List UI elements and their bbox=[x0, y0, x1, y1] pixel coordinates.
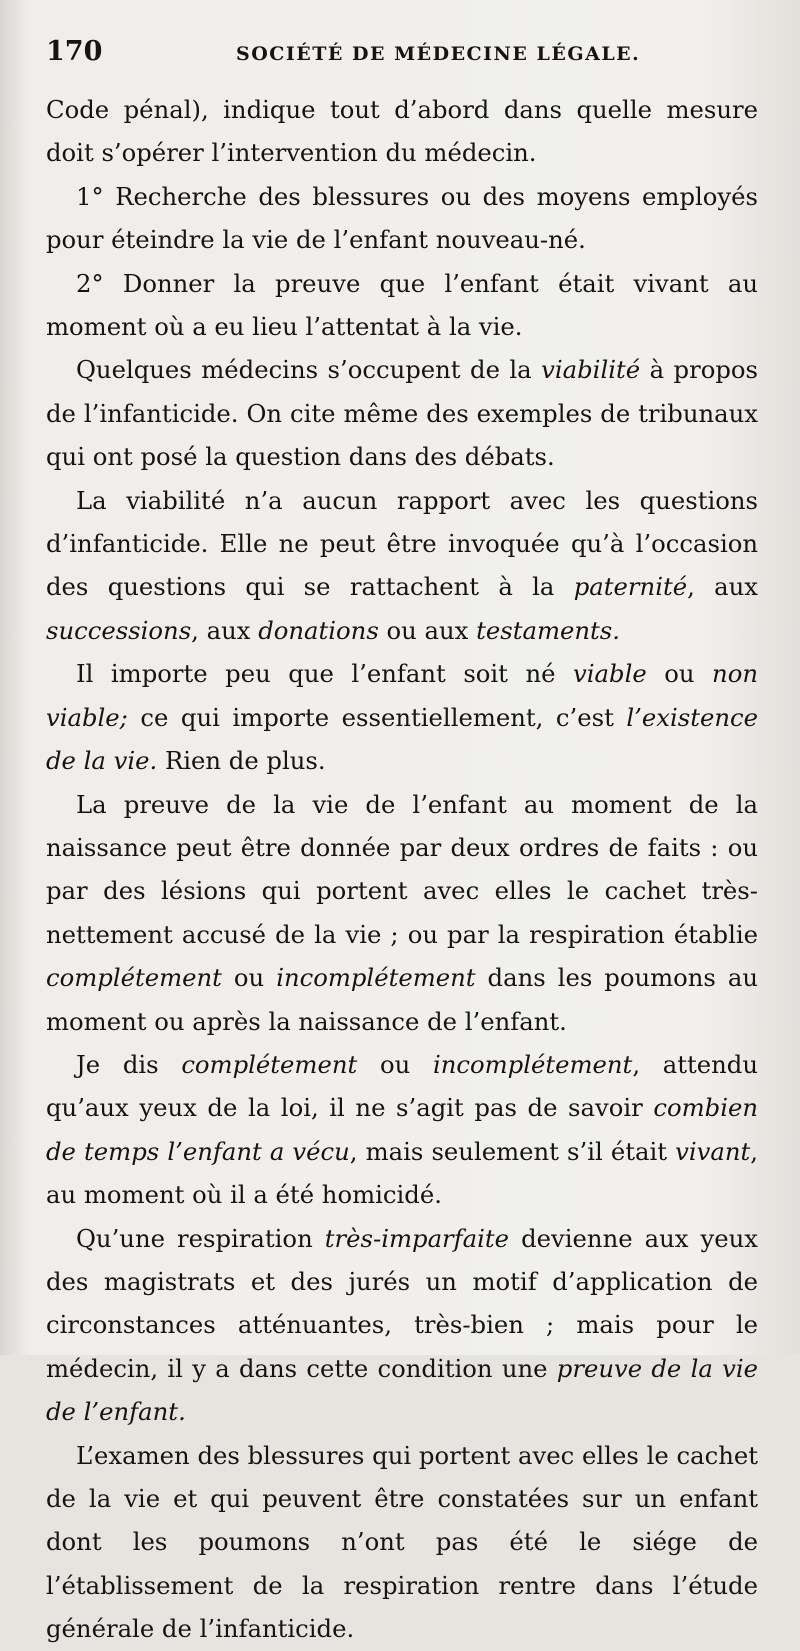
italic-text: très-imparfaite bbox=[324, 1223, 510, 1253]
italic-text: paternité bbox=[573, 572, 688, 602]
text-run: , attendu qu’aux yeux de la loi, il ne s’agit pas de savoir bbox=[46, 1049, 758, 1123]
body-text bbox=[46, 88, 758, 1651]
paragraph bbox=[46, 783, 758, 1043]
text-run: , aux bbox=[191, 615, 259, 645]
page-header bbox=[46, 36, 758, 88]
text-run: ou bbox=[357, 1049, 433, 1079]
text-run: devienne aux yeux des magistrats et des jurés un motif d’application de circonstances atténuantes, très-bien ; mais pour le médecin, il y a dans cette condition une bbox=[46, 1223, 758, 1383]
paragraph bbox=[46, 652, 758, 782]
text-run: dans les poumons au moment ou après la naissance de l’enfant. bbox=[46, 963, 758, 1036]
italic-text: successions bbox=[46, 615, 192, 645]
paragraph bbox=[46, 479, 758, 653]
text-run: , aux bbox=[687, 572, 758, 602]
paragraph bbox=[46, 262, 758, 349]
paragraph bbox=[46, 175, 758, 262]
italic-text: vivant bbox=[675, 1136, 751, 1166]
text-run: ou bbox=[646, 659, 713, 689]
text-run: , mais seulement s’il était bbox=[349, 1136, 676, 1166]
text-run: Je dis bbox=[76, 1049, 182, 1079]
text-run: Il importe peu que l’enfant soit né bbox=[76, 659, 574, 689]
text-run: 2° Donner la preuve que l’enfant était vivant au moment où a eu lieu l’attentat à la vie. bbox=[46, 268, 758, 342]
text-run: La preuve de la vie de l’enfant au moment de la naissance peut être donnée par deux ordres de faits : ou par des lésions qui portent avec elles le cachet très-nettement accusé de la vie ; ou par la respiration établie bbox=[46, 789, 758, 949]
text-run: à propos de l’infanticide. On cite même des exemples de tribunaux qui ont posé la question dans des débats. bbox=[46, 355, 758, 472]
page-number: 170 bbox=[46, 36, 103, 67]
italic-text: combien de temps l’enfant a vécu bbox=[46, 1093, 758, 1166]
paragraph bbox=[46, 1217, 758, 1434]
text-run: ou aux bbox=[378, 615, 477, 645]
paragraph bbox=[46, 1434, 758, 1651]
italic-text: testaments. bbox=[476, 615, 620, 645]
italic-text: incomplétement bbox=[432, 1049, 633, 1079]
italic-text: l’existence de la vie. bbox=[46, 702, 758, 776]
text-run: ou bbox=[221, 963, 277, 993]
italic-text: complétement bbox=[181, 1049, 358, 1079]
text-run: Qu’une respiration bbox=[76, 1223, 325, 1253]
text-run: Rien de plus. bbox=[157, 746, 326, 776]
italic-text: donations bbox=[258, 615, 379, 645]
text-run: L’examen des blessures qui portent avec elles le cachet de la vie et qui peuvent être constatées sur un enfant dont les poumons n’ont pas été le siége de l’établissement de la respiration rentre dans l’étude générale de l’infanticide. bbox=[46, 1440, 758, 1644]
paragraph bbox=[46, 88, 758, 175]
paragraph bbox=[46, 348, 758, 478]
italic-text: non viable; bbox=[46, 659, 758, 732]
text-run: La viabilité n’a aucun rapport avec les questions d’infanticide. Elle ne peut être invoquée qu’à l’occasion des questions qui se rattachent à la bbox=[46, 485, 758, 602]
italic-text: incomplétement bbox=[276, 963, 476, 993]
italic-text: viabilité bbox=[541, 355, 641, 385]
text-run: ce qui importe essentiellement, c’est bbox=[127, 702, 627, 732]
text-run: Code pénal), indique tout d’abord dans quelle mesure doit s’opérer l’intervention du médecin. bbox=[46, 95, 758, 168]
italic-text: preuve de la vie de l’enfant. bbox=[46, 1353, 758, 1427]
paragraph bbox=[46, 1043, 758, 1217]
italic-text: viable bbox=[573, 659, 647, 689]
text-run: Quelques médecins s’occupent de la bbox=[76, 355, 542, 385]
text-run: , au moment où il a été homicidé. bbox=[46, 1136, 758, 1210]
italic-text: complétement bbox=[46, 963, 222, 993]
running-title: SOCIÉTÉ DE MÉDECINE LÉGALE. bbox=[236, 43, 641, 65]
text-run: 1° Recherche des blessures ou des moyens employés pour éteindre la vie de l’enfant nouveau-né. bbox=[46, 181, 758, 255]
